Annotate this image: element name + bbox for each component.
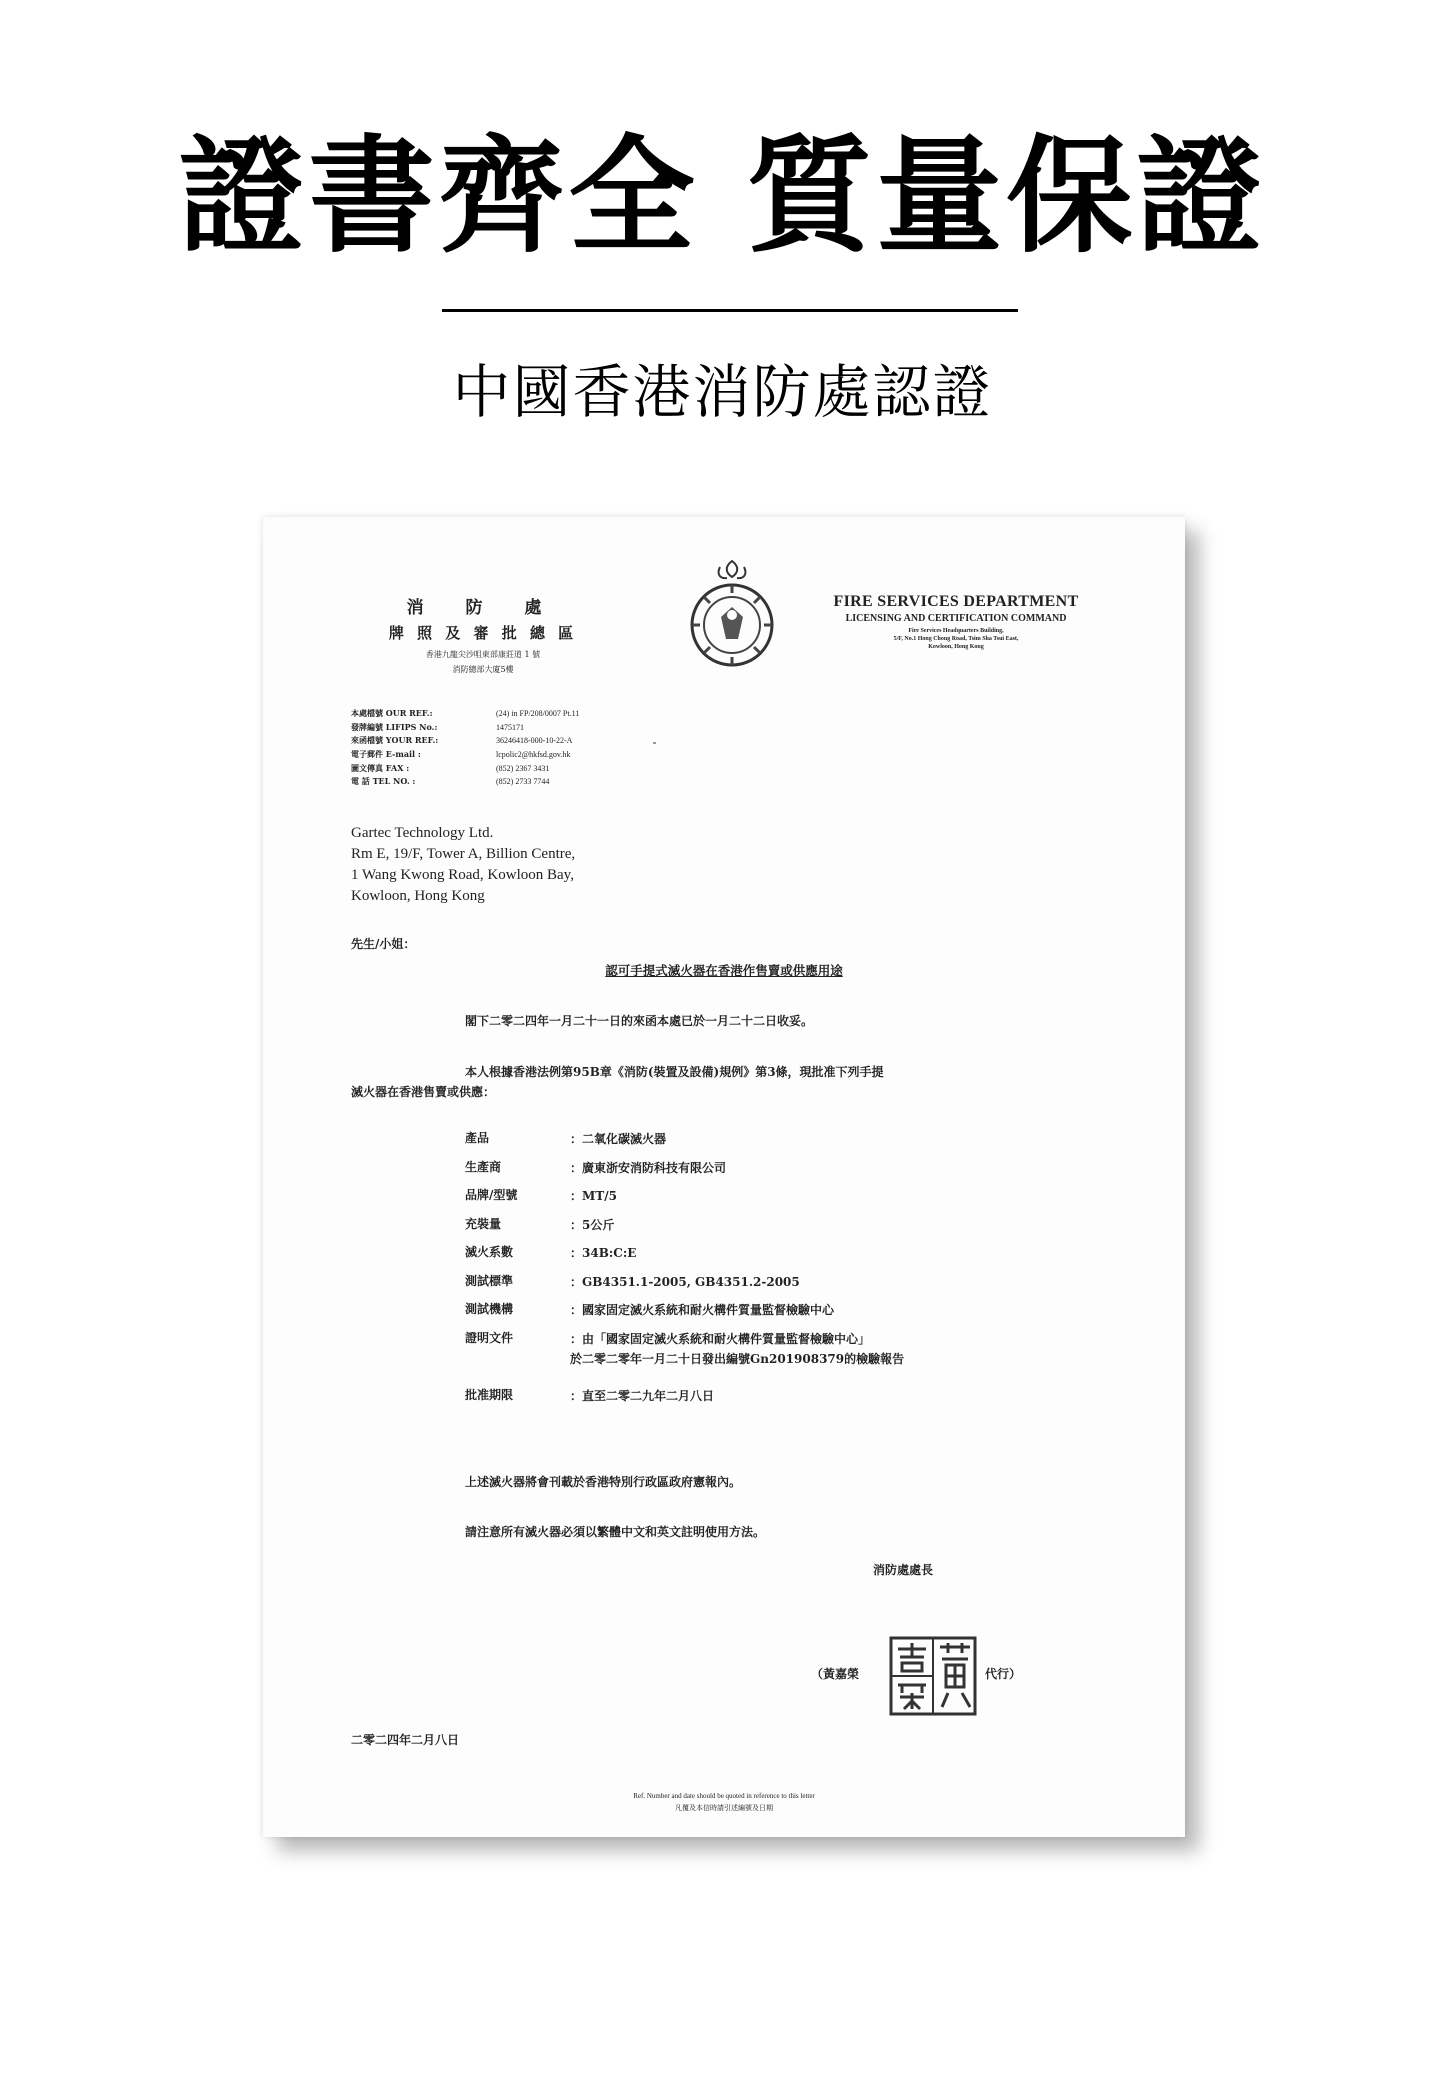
- detail-row: [465, 1329, 904, 1386]
- recipient-address: [351, 823, 575, 907]
- scan-speck: [653, 742, 656, 744]
- detail-label: 批准期限: [465, 1387, 514, 1402]
- product-details: [465, 1129, 904, 1414]
- ref-value: (852) 2733 7744: [496, 777, 550, 787]
- detail-value: ：由「國家固定滅火系統和耐火構件質量監督檢驗中心」 於二零二零年一月二十日發出編號Gn201908379的檢驗報告: [570, 1331, 905, 1366]
- detail-row: [465, 1186, 904, 1215]
- deputy-suffix: 代行）: [985, 1667, 1022, 1681]
- detail-label: 測試標準: [465, 1273, 514, 1288]
- en-header-line4: 5/F, No.1 Hong Chong Road, Tsim Sha Tsui East,: [893, 636, 1019, 642]
- headline-divider: [442, 309, 1018, 312]
- ref-value: 1475171: [496, 722, 524, 732]
- detail-value: ：MT/5: [570, 1189, 617, 1203]
- ref-label: 發牌編號 LIFIPS No.:: [351, 721, 438, 732]
- detail-row: [465, 1300, 904, 1329]
- detail-row: [465, 1215, 904, 1244]
- detail-label: 證明文件: [465, 1330, 514, 1345]
- address-line: Kowloon, Hong Kong: [351, 888, 485, 904]
- paragraph-2-line2: 滅火器在香港售賣或供應：: [351, 1085, 496, 1099]
- ref-value: (852) 2367 3431: [496, 763, 550, 773]
- detail-row: [465, 1158, 904, 1187]
- detail-row: [465, 1386, 904, 1415]
- paragraph-4: 請注意所有滅火器必須以繁體中文和英文註明使用方法。: [465, 1525, 766, 1539]
- detail-row: [465, 1129, 904, 1158]
- en-header-line3: Fire Services Headquarters Building,: [908, 628, 1004, 634]
- detail-label: 產品: [465, 1131, 490, 1145]
- fire-services-crest-icon: [683, 555, 781, 675]
- address-line: 1 Wang Kwong Road, Kowloon Bay,: [351, 867, 574, 883]
- deputy-name: （黃嘉榮: [811, 1667, 860, 1681]
- detail-value: ：二氧化碳滅火器: [570, 1132, 667, 1146]
- ref-row: [351, 775, 579, 789]
- page-subheading: 中國香港消防處認證: [452, 358, 993, 426]
- english-letterhead: [786, 593, 1126, 650]
- letter-date: 二零二四年二月八日: [351, 1733, 460, 1747]
- signature-seal: [888, 1635, 978, 1717]
- zh-header-line4: 消防總部大廈5樓: [452, 665, 514, 674]
- ref-row: [351, 748, 579, 762]
- footer-chinese: 凡覆及本信時請引述編號及日期: [675, 1804, 773, 1812]
- ref-row: [351, 734, 579, 748]
- zh-header-line3: 香港九龍尖沙咀東部康莊道 1 號: [425, 650, 541, 659]
- detail-value: ：國家固定滅火系統和耐火構件質量監督檢驗中心: [570, 1303, 835, 1317]
- ref-value: (24) in FP/208/0007 Pt.11: [496, 709, 580, 719]
- zh-header-line1: 消 防 處: [406, 598, 560, 618]
- signatory-title: 消防處處長: [873, 1563, 934, 1577]
- ref-value: lcpolic2@hkfsd.gov.hk: [496, 750, 571, 760]
- ref-label: 圖文傳真 FAX :: [351, 762, 410, 773]
- letter-footer: [263, 1792, 1185, 1813]
- detail-label: 品牌/型號: [465, 1188, 518, 1202]
- greeting: 先生/小姐：: [351, 937, 416, 951]
- certificate-letter: [263, 517, 1185, 1837]
- paragraph-1: 閣下二零二四年一月二十一日的來函本處已於一月二十二日收妥。: [465, 1014, 814, 1028]
- detail-value: ：GB4351.1-2005, GB4351.2-2005: [570, 1274, 800, 1289]
- zh-header-line2: 牌 照 及 審 批 總 區: [388, 624, 578, 642]
- ref-value: 36246418-000-10-22-A: [496, 736, 573, 746]
- ref-label: 本處檔號 OUR REF.:: [351, 708, 433, 719]
- ref-row: [351, 761, 579, 775]
- ref-label: 電 話 TEL NO. :: [351, 776, 416, 787]
- reference-block: [351, 707, 579, 789]
- paragraph-2-line1: 本人根據香港法例第95B章《消防(裝置及設備)規例》第3條，現批准下列手提: [465, 1065, 884, 1079]
- letter-subject: 認可手提式滅火器在香港作售賣或供應用途: [605, 963, 843, 978]
- detail-value: ：廣東浙安消防科技有限公司: [570, 1160, 727, 1175]
- detail-row: [465, 1272, 904, 1301]
- chinese-letterhead: [333, 593, 633, 675]
- ref-row: [351, 721, 579, 735]
- detail-label: 充裝量: [465, 1216, 502, 1231]
- en-header-dept: FIRE SERVICES DEPARTMENT: [833, 593, 1079, 610]
- address-line: Gartec Technology Ltd.: [351, 825, 494, 841]
- detail-value: ：5公斤: [570, 1217, 615, 1232]
- detail-value: ：直至二零二九年二月八日: [570, 1388, 715, 1403]
- en-header-line5: Kowloon, Hong Kong: [928, 644, 984, 650]
- en-header-command: LICENSING AND CERTIFICATION COMMAND: [845, 613, 1067, 624]
- detail-value: ：34B:C:E: [570, 1246, 637, 1260]
- detail-row: [465, 1243, 904, 1272]
- ref-row: [351, 707, 579, 721]
- paragraph-3: 上述滅火器將會刊載於香港特別行政區政府憲報內。: [465, 1475, 742, 1489]
- address-line: Rm E, 19/F, Tower A, Billion Centre,: [351, 846, 576, 862]
- detail-label: 測試機構: [465, 1302, 514, 1316]
- detail-label: 滅火系數: [465, 1245, 514, 1259]
- footer-english: Ref. Number and date should be quoted in reference to this letter: [633, 1792, 815, 1800]
- page-headline: 證書齊全 質量保證: [178, 123, 1267, 270]
- detail-label: 生產商: [465, 1159, 502, 1174]
- ref-label: 電子郵件 E-mail :: [351, 749, 421, 760]
- ref-label: 來函檔號 YOUR REF.:: [351, 735, 439, 746]
